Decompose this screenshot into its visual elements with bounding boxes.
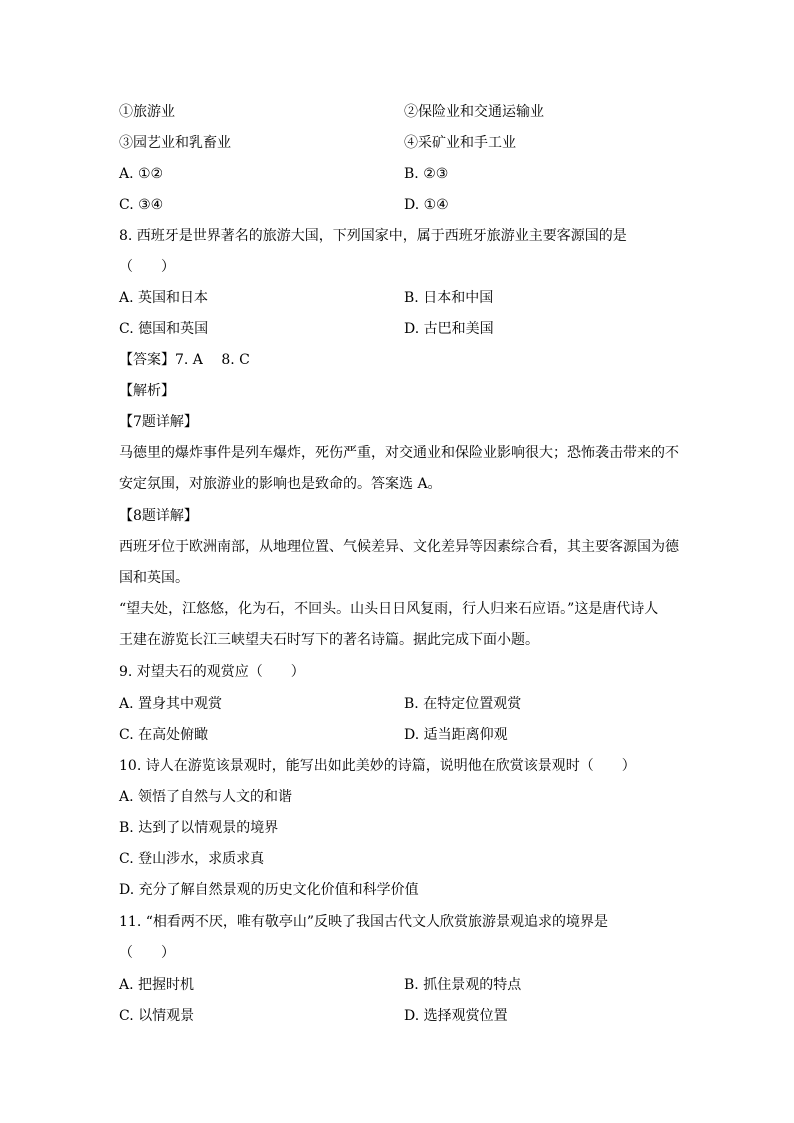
q8-stem-blank: （ ） <box>119 259 175 275</box>
q10-choice-c: C. 登山涉水，求质求真 <box>119 851 265 867</box>
q7-choice-c: C. ③④ <box>119 197 164 213</box>
q7-choice-a: A. ①② <box>119 166 164 182</box>
detail-7-text: 马德里的爆炸事件是列车爆炸，死伤严重，对交通业和保险业影响很大；恐怖袭击带来的不 <box>119 445 679 461</box>
q9-choice-d: D. 适当距离仰观 <box>404 727 508 743</box>
detail-7-heading: 【7题详解】 <box>119 414 198 430</box>
q10-choice-d: D. 充分了解自然景观的历史文化价值和科学价值 <box>119 882 419 898</box>
answer-line: 【答案】7. A 8. C <box>119 352 250 368</box>
q7-item-3: ③园艺业和乳畜业 <box>119 135 231 151</box>
passage-text-cont: 王建在游览长江三峡望夫石时写下的著名诗篇。据此完成下面小题。 <box>119 632 539 648</box>
q9-choice-b: B. 在特定位置观赏 <box>404 696 522 712</box>
q9-choice-a: A. 置身其中观赏 <box>119 696 223 712</box>
detail-7-text-cont: 安定氛围，对旅游业的影响也是致命的。答案选 A。 <box>119 476 442 492</box>
q10-stem: 10. 诗人在游览该景观时，能写出如此美妙的诗篇，说明他在欣赏该景观时（ ） <box>119 758 636 774</box>
q11-choice-c: C. 以情观景 <box>119 1008 195 1024</box>
q11-choice-d: D. 选择观赏位置 <box>404 1008 508 1024</box>
q9-choice-c: C. 在高处俯瞰 <box>119 727 209 743</box>
q8-stem: 8. 西班牙是世界著名的旅游大国，下列国家中，属于西班牙旅游业主要客源国的是 <box>119 228 627 244</box>
detail-8-text: 西班牙位于欧洲南部，从地理位置、气候差异、文化差异等因素综合看，其主要客源国为德 <box>119 539 679 555</box>
q7-item-2: ②保险业和交通运输业 <box>404 104 544 120</box>
q7-item-4: ④采矿业和手工业 <box>404 135 516 151</box>
analysis-heading: 【解析】 <box>119 383 175 399</box>
detail-8-text-cont: 国和英国。 <box>119 570 189 586</box>
q10-choice-b: B. 达到了以情观景的境界 <box>119 820 279 836</box>
q10-choice-a: A. 领悟了自然与人文的和谐 <box>119 789 293 805</box>
q7-choice-d: D. ①④ <box>404 197 449 213</box>
detail-8-heading: 【8题详解】 <box>119 508 198 524</box>
q11-stem-blank: （ ） <box>119 945 175 961</box>
q8-choice-d: D. 古巴和美国 <box>404 321 494 337</box>
q8-choice-b: B. 日本和中国 <box>404 290 494 306</box>
q11-stem: 11. “相看两不厌，唯有敬亭山”反映了我国古代文人欣赏旅游景观追求的境界是 <box>119 914 609 930</box>
q7-choice-b: B. ②③ <box>404 166 449 182</box>
q8-choice-c: C. 德国和英国 <box>119 321 209 337</box>
q7-item-1: ①旅游业 <box>119 104 175 120</box>
q9-stem: 9. 对望夫石的观赏应（ ） <box>119 664 305 680</box>
passage-text: “望夫处，江悠悠，化为石，不回头。山头日日风复雨，行人归来石应语。”这是唐代诗人 <box>119 601 659 617</box>
q11-choice-b: B. 抓住景观的特点 <box>404 977 522 993</box>
q8-choice-a: A. 英国和日本 <box>119 290 209 306</box>
q11-choice-a: A. 把握时机 <box>119 977 195 993</box>
